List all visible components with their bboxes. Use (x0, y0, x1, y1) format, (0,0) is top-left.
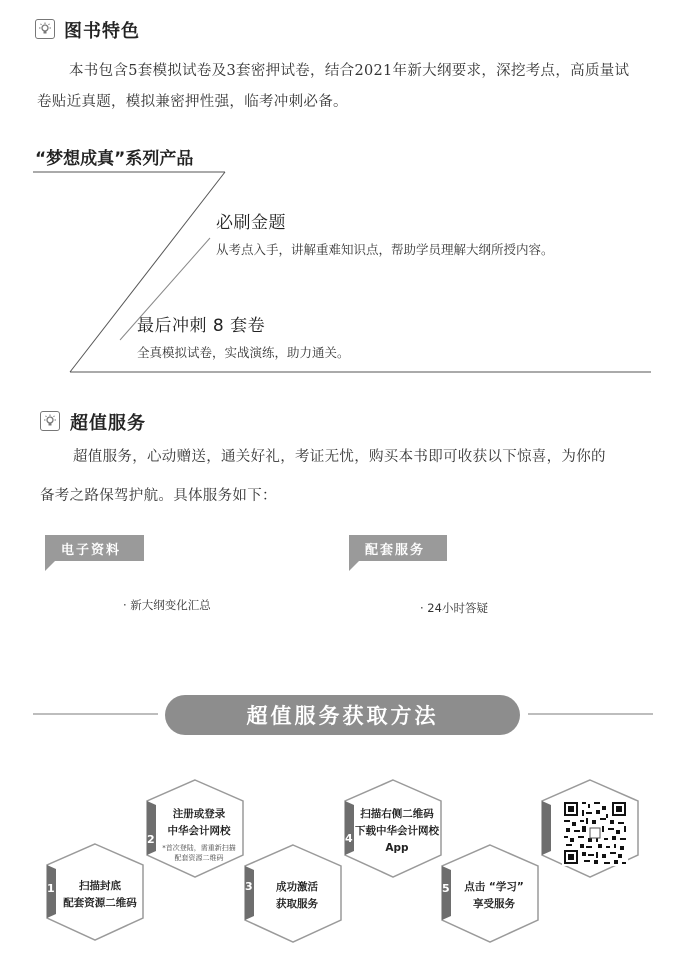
series-item-title: 最后冲刺 8 套卷 (137, 316, 266, 336)
step-4 (352, 806, 442, 857)
step-text: App (385, 842, 409, 854)
step-number: 1 (47, 882, 55, 895)
service-bullet: · 24小时答疑 (420, 601, 488, 615)
step-number: 5 (442, 882, 450, 895)
divider-line (33, 713, 158, 715)
step-number: 3 (245, 880, 253, 893)
step-text: 享受服务 (473, 898, 515, 910)
step-text: 成功激活 (276, 881, 318, 893)
step-text: 中华会计网校 (167, 825, 231, 837)
step-text: 下载中华会计网校 (355, 825, 439, 837)
step-5 (451, 879, 537, 913)
book-features-text-line1: 本书包含5套模拟试卷及3套密押试卷，结合2021年新大纲要求，深挖考点，高质量试 (69, 63, 630, 79)
step-text: 扫描右侧二维码 (360, 808, 434, 820)
premium-text-line2: 备考之路保驾护航。具体服务如下： (40, 488, 277, 504)
series-heading: “梦想成真”系列产品 (35, 149, 194, 169)
premium-heading: 超值服务 (70, 413, 146, 434)
service-bullet: · 新大纲变化汇总 (123, 598, 211, 612)
tag-fold (349, 561, 359, 571)
series-item-desc: 从考点入手，讲解重难知识点，帮助学员理解大纲所授内容。 (216, 242, 554, 257)
step-note: *首次登陆，需重新扫描 (162, 844, 236, 852)
step-3 (254, 879, 340, 913)
tag-e-materials: 电子资料 (45, 535, 144, 561)
step-1 (57, 878, 143, 912)
step-2 (153, 806, 245, 863)
tag-fold (45, 561, 55, 571)
series-decor-lines (0, 0, 677, 400)
book-features-text-line2: 卷贴近真题，模拟兼密押性强，临考冲刺必备。 (37, 94, 348, 110)
series-item-desc: 全真模拟试卷，实战演练，助力通关。 (137, 345, 350, 360)
step-text: 注册或登录 (172, 808, 226, 820)
step-number: 4 (345, 832, 353, 845)
step-text: 点击 “学习” (464, 881, 524, 893)
book-features-heading: 图书特色 (64, 21, 140, 42)
tag-support-services: 配套服务 (349, 535, 447, 561)
method-banner: 超值服务获取方法 (165, 695, 520, 735)
divider-line (528, 713, 653, 715)
step-text: 扫描封底 (79, 880, 121, 892)
step-note: 配套资源二维码 (174, 854, 224, 862)
series-item-title: 必刷金题 (216, 213, 286, 233)
lightbulb-icon (40, 411, 60, 431)
premium-text-line1: 超值服务，心动赠送，通关好礼，考证无忧，购买本书即可收获以下惊喜，为你的 (73, 449, 606, 465)
step-text: 配套资源二维码 (63, 897, 137, 909)
step-text: 获取服务 (276, 898, 318, 910)
qr-code-icon[interactable] (562, 800, 628, 870)
step-number: 2 (147, 833, 155, 846)
